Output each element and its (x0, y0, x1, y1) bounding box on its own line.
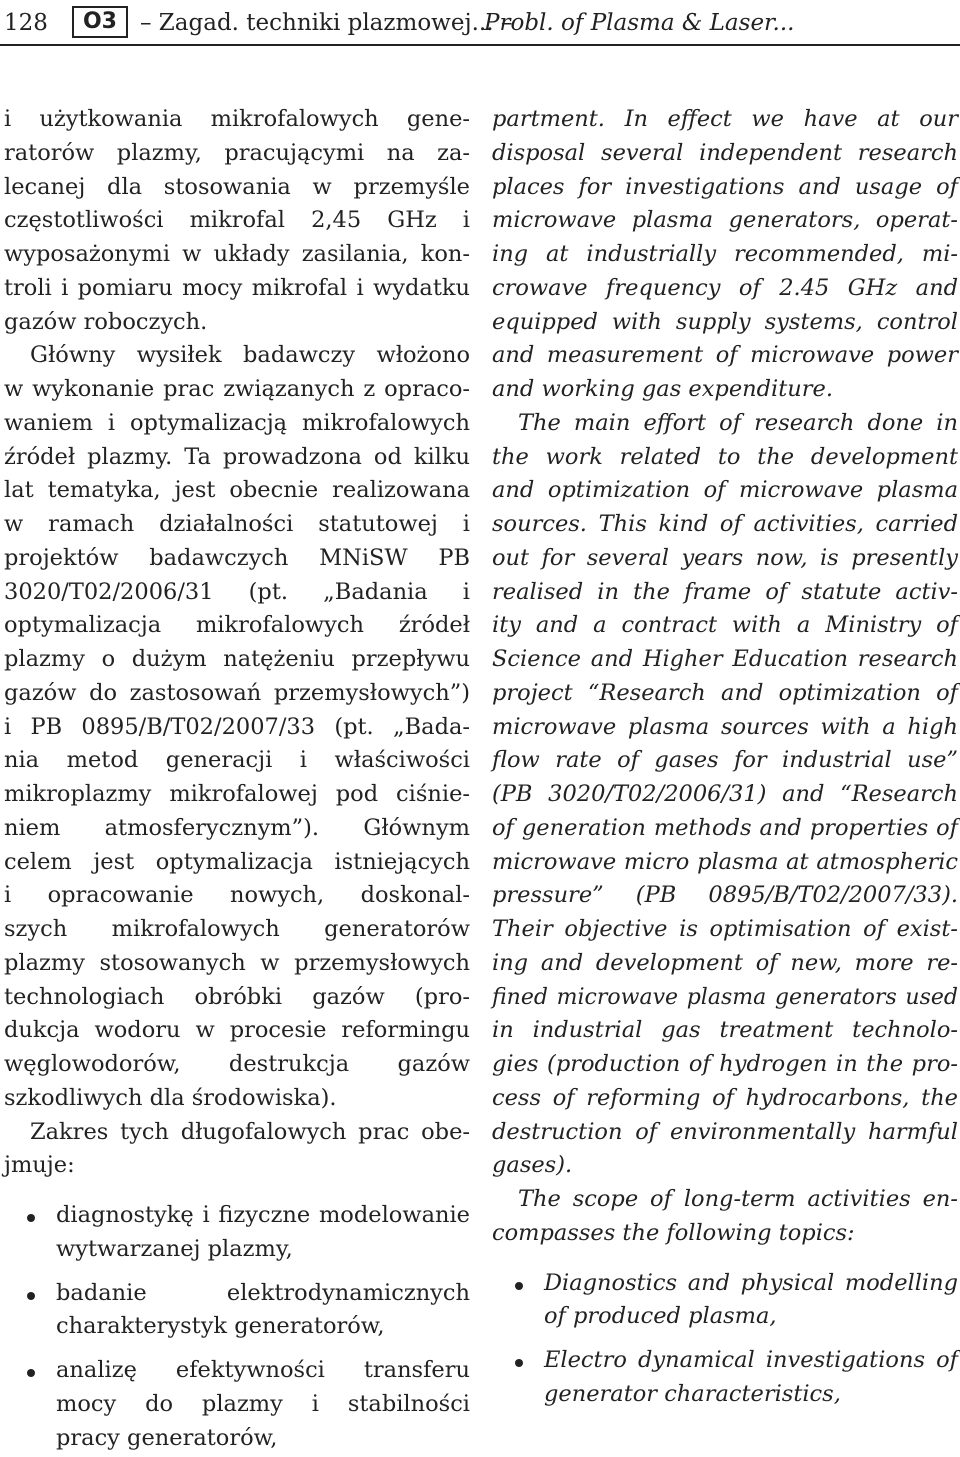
text-line: i użytkowania mikrofalowych gene- (4, 106, 470, 132)
text-line: gases). (492, 1152, 573, 1179)
list-item (492, 1344, 958, 1412)
text-line: project “Research and optimization of (492, 679, 958, 706)
text-line: microwave plasma generators, operat- (492, 207, 958, 234)
right-topic-list (492, 1267, 958, 1412)
right-intro-paragraph (492, 103, 958, 407)
left-scope-paragraph (4, 1116, 470, 1184)
text-line: jmuje: (4, 1152, 75, 1179)
text-line: partment. In effect we have at our (492, 106, 958, 132)
text-line: dukcja wodoru w procesie reformingu (4, 1017, 470, 1044)
left-topic-list (4, 1199, 470, 1455)
text-line: Science and Higher Education research (492, 646, 958, 672)
text-line: sources. This kind of activities, carried (492, 511, 958, 537)
page-number: 128 (4, 10, 48, 36)
text-line: wyposażonymi w układy zasilania, kon- (4, 241, 470, 267)
text-line: crowave frequency of 2.45 GHz and (492, 274, 958, 301)
text-line: Diagnostics and physical modelling (544, 1269, 958, 1296)
text-line: equipped with supply systems, control (492, 308, 958, 335)
text-line: charakterystyk generatorów, (56, 1313, 385, 1340)
text-line: Electro dynamical investigations of (544, 1347, 958, 1373)
text-line: The scope of long-term activities en- (518, 1186, 958, 1212)
text-line: gazów do zastosowań przemysłowych”) (4, 679, 470, 706)
text-line: częstotliwości mikrofal 2,45 GHz i (4, 207, 470, 234)
text-line: ing and development of new, more re- (492, 949, 958, 976)
text-line: waniem i optymalizacją mikrofalowych (4, 409, 470, 436)
text-line: pressure” (PB 0895/B/T02/2007/33). (492, 882, 958, 909)
text-line: gazów roboczych. (4, 308, 208, 335)
text-line: ing at industrially recommended, mi- (492, 241, 958, 267)
text-line: optymalizacja mikrofalowych źródeł (4, 612, 470, 639)
text-line: microwave plasma sources with a high (492, 713, 958, 740)
text-line: microwave micro plasma at atmospheric (492, 848, 958, 875)
text-line: lecanej dla stosowania w przemyśle (4, 173, 470, 200)
text-line: out for several years now, is presently (492, 544, 958, 571)
text-line: technologiach obróbki gazów (pro- (4, 983, 470, 1010)
right-column-english (492, 103, 958, 1412)
list-item (4, 1199, 470, 1267)
text-line: generator characteristics, (544, 1380, 841, 1407)
text-line: ity and a contract with a Ministry of (492, 612, 958, 639)
text-line: places for investigations and usage of (492, 173, 958, 200)
text-line: cess of reforming of hydrocarbons, the (492, 1084, 958, 1111)
text-line: (PB 3020/T02/2006/31) and “Research (492, 781, 958, 807)
text-line: niem atmosferycznym”). Głównym (4, 814, 470, 841)
right-scope-paragraph (492, 1183, 958, 1251)
text-line: realised in the frame of statute activ- (492, 578, 958, 605)
text-line: Zakres tych długofalowych prac obe- (30, 1118, 470, 1145)
running-header (0, 4, 960, 44)
left-column-polish (4, 103, 470, 1455)
text-line: szkodliwych dla środowiska). (4, 1084, 337, 1111)
text-line: szych mikrofalowych generatorów (4, 916, 470, 942)
text-line: analizę efektywności transferu (56, 1357, 470, 1383)
text-line: and working gas expenditure. (492, 376, 833, 402)
text-line: wytwarzanej plazmy, (56, 1235, 293, 1262)
text-line: of produced plasma, (544, 1303, 777, 1330)
text-line: ratorów plazmy, pracującymi na za- (4, 139, 470, 166)
header-title-polish: – Zagad. techniki plazmowej... – (140, 10, 513, 36)
section-badge: O3 (72, 6, 128, 38)
text-line: w ramach działalności statutowej i (4, 511, 470, 537)
list-item (492, 1267, 958, 1335)
text-line: węglowodorów, destrukcja gazów (4, 1051, 470, 1077)
text-line: gies (production of hydrogen in the pro- (492, 1051, 958, 1077)
text-line: disposal several independent research (492, 139, 958, 166)
text-line: badanie elektrodynamicznych (56, 1279, 470, 1306)
text-line: compasses the following topics: (492, 1219, 855, 1246)
text-line: mocy do plazmy i stabilności (56, 1390, 470, 1417)
text-line: and optimization of microwave plasma (492, 477, 958, 504)
text-line: Główny wysiłek badawczy włożono (30, 342, 470, 369)
text-line: plazmy stosowanych w przemysłowych (4, 949, 470, 976)
text-line: troli i pomiaru mocy mikrofal i wydatku (4, 274, 470, 301)
text-line: plazmy o dużym natężeniu przepływu (4, 646, 470, 672)
left-intro-paragraph (4, 103, 470, 339)
text-line: destruction of environmentally harmful (492, 1118, 958, 1145)
text-line: The main effort of research done in (518, 409, 958, 436)
text-line: flow rate of gases for industrial use” (492, 747, 958, 774)
text-line: the work related to the development (492, 443, 958, 470)
header-rule (0, 44, 960, 46)
text-line: Their objective is optimisation of exist- (492, 916, 958, 942)
text-line: lat tematyka, jest obecnie realizowana (4, 477, 470, 504)
text-line: projektów badawczych MNiSW PB (4, 544, 470, 571)
text-line: in industrial gas treatment technolo- (492, 1017, 958, 1044)
text-line: fined microwave plasma generators used (492, 984, 958, 1010)
right-main-paragraph (492, 407, 958, 1183)
text-line: celem jest optymalizacja istniejących (4, 848, 470, 875)
left-main-paragraph (4, 339, 470, 1115)
text-line: mikroplazmy mikrofalowej pod ciśnie- (4, 781, 470, 807)
text-line: diagnostykę i fizyczne modelowanie (56, 1202, 470, 1228)
text-line: and measurement of microwave power (492, 342, 958, 369)
text-line: w wykonanie prac związanych z opraco- (4, 376, 470, 402)
text-line: 3020/T02/2006/31 (pt. „Badania i (4, 578, 470, 605)
text-line: pracy generatorów, (56, 1424, 278, 1451)
list-item (4, 1354, 470, 1455)
header-title-english: Probl. of Plasma & Laser... (484, 10, 795, 36)
text-line: i opracowanie nowych, doskonal- (4, 882, 470, 909)
text-line: i PB 0895/B/T02/2007/33 (pt. „Bada- (4, 713, 470, 740)
text-line: of generation methods and properties of (492, 814, 958, 841)
list-item (4, 1277, 470, 1345)
text-line: nia metod generacji i właściwości (4, 747, 470, 774)
text-line: źródeł plazmy. Ta prowadzona od kilku (4, 443, 470, 470)
